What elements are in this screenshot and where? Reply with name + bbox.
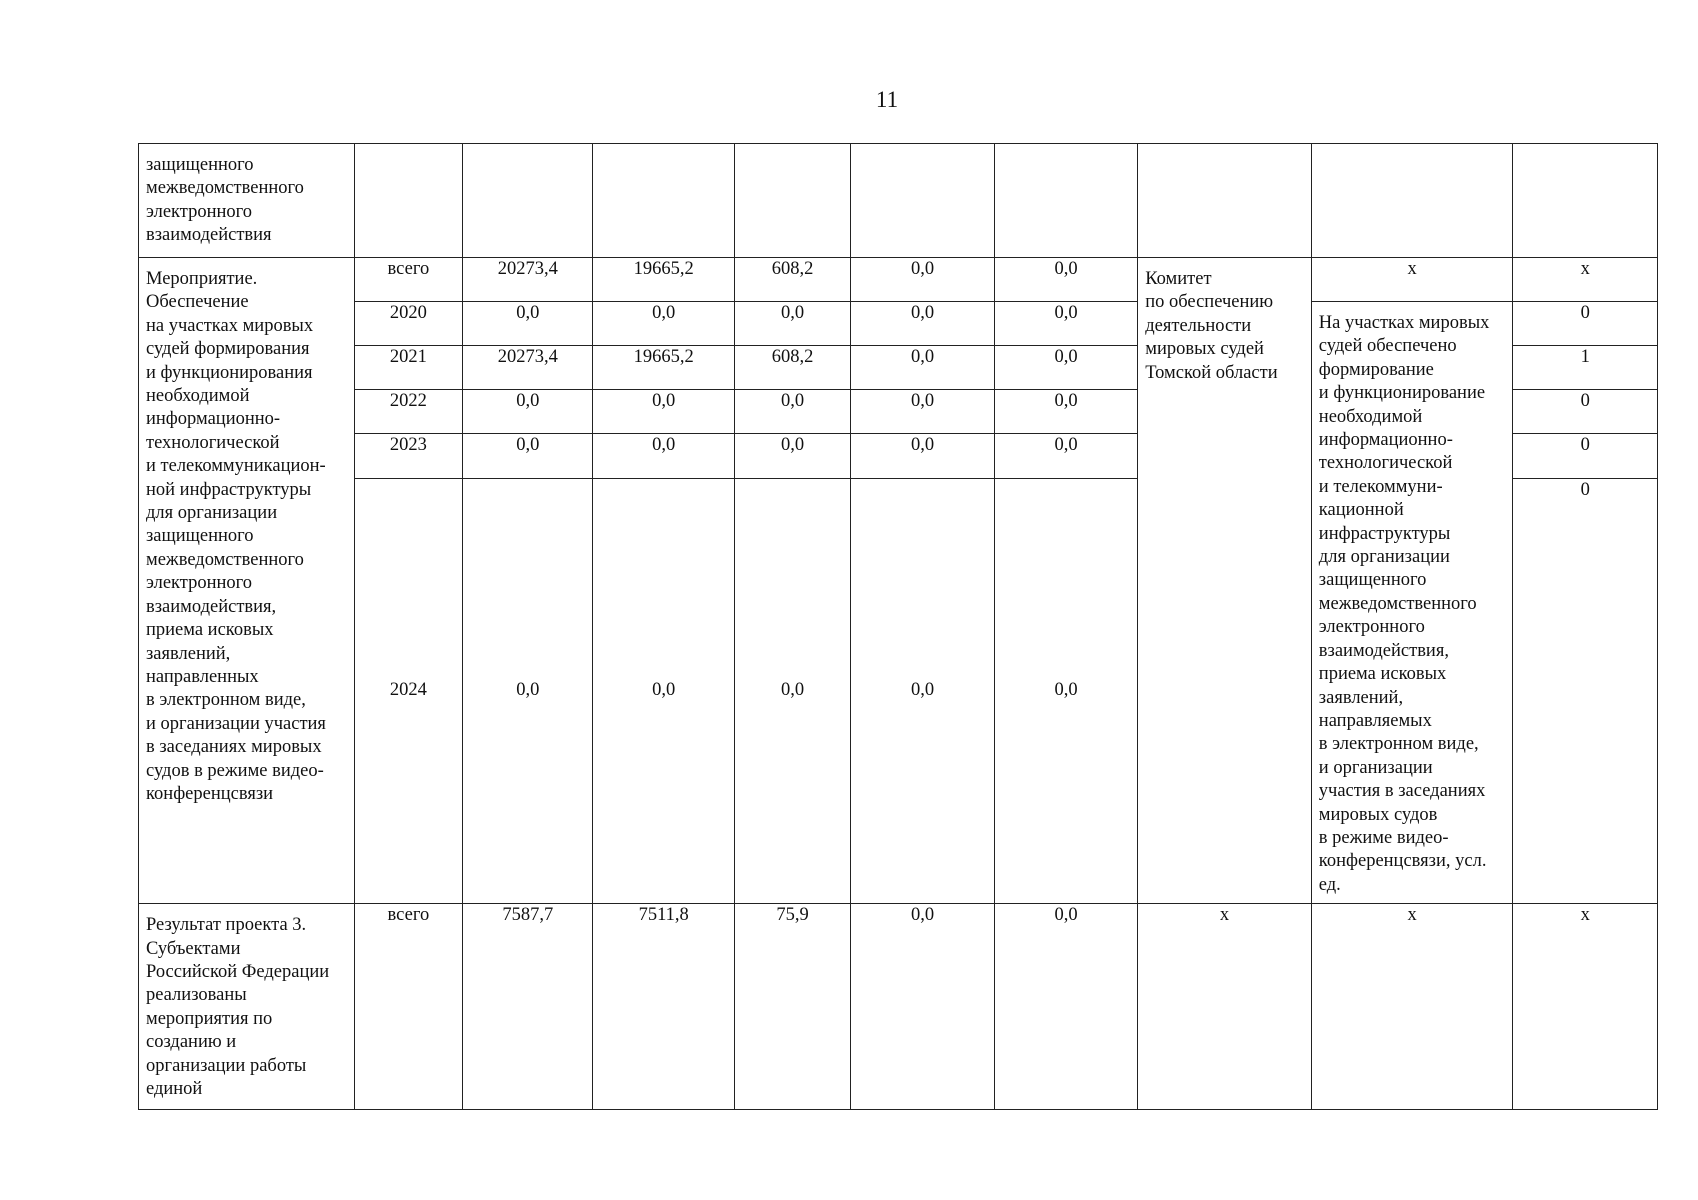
funding-regional-cell: 0,0 (734, 478, 850, 904)
year-cell: всего (354, 258, 462, 302)
funding-other-cell: 0,0 (994, 346, 1137, 390)
funding-local-cell: 0,0 (851, 434, 994, 478)
indicator-value-cell: 0 (1513, 434, 1658, 478)
funding-local-cell: 0,0 (851, 904, 994, 1110)
indicator-value-cell: 0 (1513, 478, 1658, 904)
responsible-cell (1138, 258, 1312, 904)
empty-cell (851, 144, 994, 258)
empty-cell (1513, 144, 1658, 258)
measure-description-cell (139, 258, 355, 904)
result3-row (139, 904, 1658, 1110)
funding-total-cell: 0,0 (463, 302, 593, 346)
empty-cell (1138, 144, 1312, 258)
funding-local-cell: 0,0 (851, 258, 994, 302)
empty-cell (593, 144, 734, 258)
funding-total-cell: 0,0 (463, 434, 593, 478)
year-cell: 2023 (354, 434, 462, 478)
measure-description: Мероприятие. Обеспечение на участках мировых судей формирования и функционирования необходимой информационно- технологической и телекоммуникацион- ной инфраструктуры для организации защищенного межведомственного электронного взаимодействия, приема исковых заявлений, направленных в электронном виде, и организации участия в заседаниях мировых судов в режиме видео- конференцсвязи (146, 269, 326, 804)
indicator-name-total-cell: х (1311, 258, 1513, 302)
year-cell: 2020 (354, 302, 462, 346)
funding-regional-cell: 608,2 (734, 346, 850, 390)
year-cell: 2022 (354, 390, 462, 434)
result3-description: Результат проекта 3. Субъектами Российской Федерации реализованы мероприятия по созданию и организации работы единой (146, 915, 330, 1099)
year-cell: всего (354, 904, 462, 1110)
funding-federal-cell: 19665,2 (593, 346, 734, 390)
indicator-value-cell: 1 (1513, 346, 1658, 390)
result3-description-cell (139, 904, 355, 1110)
responsible-text: Комитет по обеспечению деятельности мировых судей Томской области (1145, 269, 1278, 383)
empty-cell (734, 144, 850, 258)
funding-regional-cell: 0,0 (734, 302, 850, 346)
year-cell: 2024 (354, 478, 462, 904)
funding-other-cell: 0,0 (994, 302, 1137, 346)
funding-total-cell: 7587,7 (463, 904, 593, 1110)
indicator-text-cell (1311, 302, 1513, 904)
funding-local-cell: 0,0 (851, 302, 994, 346)
funding-other-cell: 0,0 (994, 390, 1137, 434)
funding-other-cell: 0,0 (994, 478, 1137, 904)
funding-federal-cell: 0,0 (593, 302, 734, 346)
funding-local-cell: 0,0 (851, 390, 994, 434)
funding-other-cell: 0,0 (994, 434, 1137, 478)
year-cell: 2021 (354, 346, 462, 390)
funding-regional-cell: 0,0 (734, 390, 850, 434)
measure-row-2020 (139, 302, 1658, 346)
funding-total-cell: 20273,4 (463, 346, 593, 390)
funding-federal-cell: 0,0 (593, 434, 734, 478)
indicator-text: На участках мировых судей обеспечено формирование и функционирование необходимой информационно- технологической и телекоммуни- кационной инфраструктуры для организации защищенного межведомственного электронного взаимодействия, приема исковых заявлений, направляемых в электронном виде, и организации участия в заседаниях мировых судов в режиме видео- конференцсвязи, усл. ед. (1318, 313, 1490, 895)
funding-local-cell: 0,0 (851, 478, 994, 904)
funding-local-cell: 0,0 (851, 346, 994, 390)
indicator-value-cell: 0 (1513, 302, 1658, 346)
funding-total-cell: 0,0 (463, 390, 593, 434)
indicator-value-cell: х (1513, 904, 1658, 1110)
measure-row-total (139, 258, 1658, 302)
program-table (138, 143, 1658, 1110)
funding-regional-cell: 75,9 (734, 904, 850, 1110)
funding-federal-cell: 19665,2 (593, 258, 734, 302)
funding-other-cell: 0,0 (994, 904, 1137, 1110)
funding-regional-cell: 0,0 (734, 434, 850, 478)
indicator-value-cell: 0 (1513, 390, 1658, 434)
continuation-row (139, 144, 1658, 258)
empty-cell (463, 144, 593, 258)
funding-federal-cell: 0,0 (593, 390, 734, 434)
indicator-value-total-cell: х (1513, 258, 1658, 302)
continuation-description: защищенного межведомственного электронного взаимодействия (146, 155, 304, 246)
empty-cell (354, 144, 462, 258)
continuation-description-cell (139, 144, 355, 258)
page-number: 11 (875, 87, 899, 112)
responsible-cell: х (1138, 904, 1312, 1110)
funding-regional-cell: 608,2 (734, 258, 850, 302)
funding-other-cell: 0,0 (994, 258, 1137, 302)
funding-federal-cell: 0,0 (593, 478, 734, 904)
funding-total-cell: 20273,4 (463, 258, 593, 302)
empty-cell (1311, 144, 1513, 258)
funding-total-cell: 0,0 (463, 478, 593, 904)
indicator-text-cell: х (1311, 904, 1513, 1110)
funding-federal-cell: 7511,8 (593, 904, 734, 1110)
empty-cell (994, 144, 1137, 258)
